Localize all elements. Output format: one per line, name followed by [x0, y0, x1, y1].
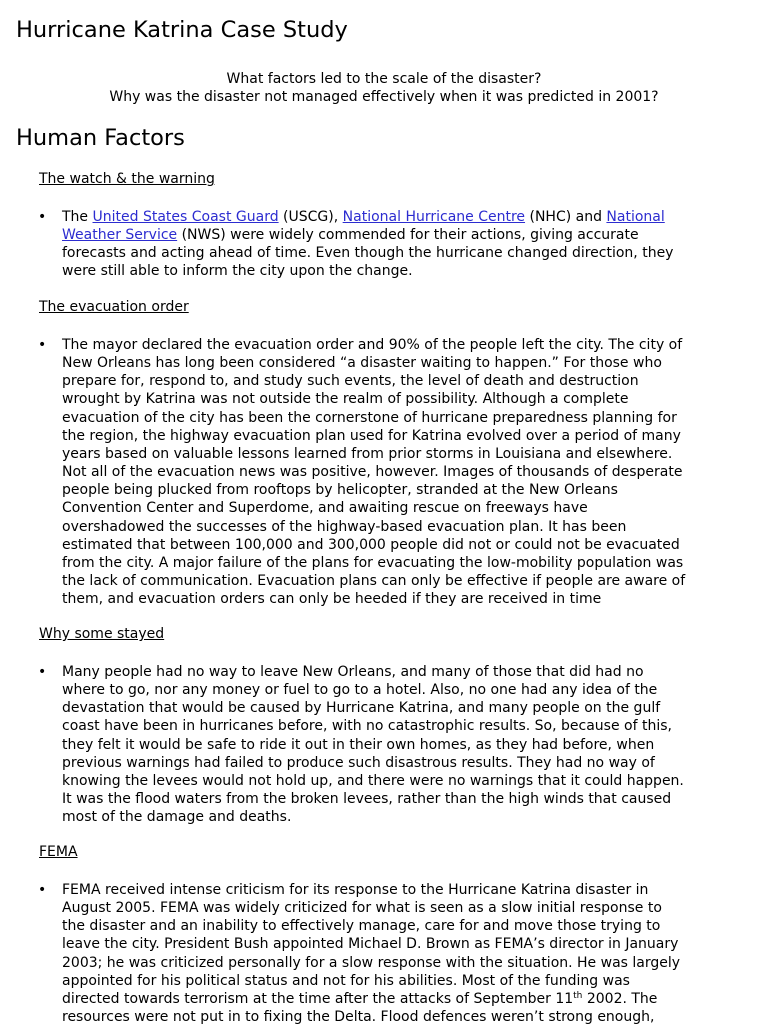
link-us-coast-guard[interactable]: United States Coast Guard [92, 209, 279, 225]
bullet-line: prepare for, respond to, and study such events, the level of death and destruction [62, 373, 639, 390]
bullet-line: Weather Service (NWS) were widely commended for their actions, giving accurate [62, 227, 639, 244]
list-item-fema [38, 881, 758, 1026]
link-national-hurricane-centre[interactable]: National Hurricane Centre [342, 209, 526, 225]
bullet-line: evacuation of the city has been the cornerstone of hurricane preparedness planning for [62, 409, 677, 426]
bullet-line: where to go, nor any money or fuel to go to a hotel. Also, no one had any idea of the [62, 682, 658, 699]
bullet-text [62, 881, 758, 1026]
bullet-line: the region, the highway evacuation plan used for Katrina evolved over a period of many [62, 427, 681, 444]
subheading-fema: FEMA [39, 844, 78, 860]
bullet-icon: • [38, 664, 47, 680]
bullet-line: Convention Center and Superdome, and awaiting rescue on freeways have [62, 500, 588, 517]
question-1: What factors led to the scale of the disaster? [226, 71, 542, 87]
bullet-line: they felt it would be safe to ride it out in their own homes, as they had before, when [62, 736, 655, 753]
bullet-line: coast have been in hurricanes before, with no catastrophic results. So, because of this, [62, 718, 672, 735]
bullet-line: the disaster and an inability to effectively manage, care for and move those trying to [62, 918, 661, 935]
bullet-line: years based on valuable lessons learned from prior storms in Louisiana and elsewhere. [62, 445, 673, 462]
bullet-line: from the city. A major failure of the plans for evacuating the low-mobility population was [62, 554, 684, 571]
bullet-line: 2003; he was criticized personally for a slow response with the situation. He was largely [62, 954, 681, 971]
subheading-watch-warning: The watch & the warning [39, 171, 215, 187]
bullet-line: The United States Coast Guard (USCG), National Hurricane Centre (NHC) and National [62, 209, 665, 225]
bullet-line: previous warnings had failed to produce such disastrous results. They had no way of [62, 754, 655, 771]
guiding-questions [0, 70, 768, 106]
bullet-icon: • [38, 882, 47, 898]
bullet-line: FEMA received intense criticism for its response to the Hurricane Katrina disaster in [62, 882, 649, 898]
bullet-line: people being plucked from rooftops by helicopter, stranded at the New Orleans [62, 482, 618, 499]
link-national-weather-service[interactable]: National [606, 209, 665, 225]
ordinal-superscript: th [573, 990, 583, 1001]
section-title-human-factors: Human Factors [16, 125, 185, 151]
bullet-line: devastation that would be caused by Hurricane Katrina, and many people on the gulf [62, 700, 661, 717]
bullet-line: New Orleans has long been considered “a disaster waiting to happen.” For those who [62, 355, 662, 372]
bullet-line: August 2005. FEMA was widely criticized for what is seen as a slow initial response to [62, 900, 662, 917]
bullet-line: Not all of the evacuation news was positive, however. Images of thousands of desperate [62, 464, 683, 481]
bullet-line: leave the city. President Bush appointed Michael D. Brown as FEMA’s director in January [62, 936, 679, 953]
subheading-why-some-stayed: Why some stayed [39, 626, 165, 642]
list-item-watch-warning [38, 208, 758, 281]
list-item-why-some-stayed [38, 663, 758, 826]
bullet-line: resources were not put in to fixing the Delta. Flood defences weren’t strong enough, [62, 1009, 655, 1026]
link-national-weather-service-cont[interactable]: Weather Service [62, 227, 178, 244]
bullet-text [62, 336, 758, 608]
subheading-evacuation-order: The evacuation order [39, 299, 189, 315]
bullet-line: The mayor declared the evacuation order and 90% of the people left the city. The city of [62, 337, 683, 353]
bullet-line: overshadowed the successes of the highway-based evacuation plan. It has been [62, 518, 627, 535]
bullet-line: were still able to inform the city upon the change. [62, 263, 413, 280]
bullet-line: the lack of communication. Evacuation plans can only be effective if people are aware of [62, 573, 686, 590]
bullet-line: wrought by Katrina was not outside the realm of possibility. Although a complete [62, 391, 629, 408]
bullet-icon: • [38, 337, 47, 353]
document-title: Hurricane Katrina Case Study [16, 17, 348, 43]
bullet-line: It was the flood waters from the broken levees, rather than the high winds that caused [62, 791, 672, 808]
bullet-icon: • [38, 209, 47, 225]
question-2: Why was the disaster not managed effectively when it was predicted in 2001? [109, 89, 659, 105]
bullet-line: most of the damage and deaths. [62, 809, 292, 826]
bullet-line: knowing the levees would not hold up, and there were no warnings that it could happen. [62, 772, 684, 789]
bullet-line: estimated that between 100,000 and 300,000 people did not or could not be evacuated [62, 536, 680, 553]
bullet-text [62, 663, 758, 826]
bullet-text [62, 208, 758, 281]
bullet-line: them, and evacuation orders can only be heeded if they are received in time [62, 591, 602, 608]
bullet-line: Many people had no way to leave New Orleans, and many of those that did had no [62, 664, 644, 680]
bullet-line: directed towards terrorism at the time after the attacks of September 11th 2002. The [62, 990, 658, 1007]
list-item-evacuation-order [38, 336, 758, 608]
bullet-line: forecasts and acting ahead of time. Even though the hurricane changed direction, they [62, 245, 674, 262]
bullet-line: appointed for his political status and not for his abilities. Most of the funding was [62, 972, 630, 989]
